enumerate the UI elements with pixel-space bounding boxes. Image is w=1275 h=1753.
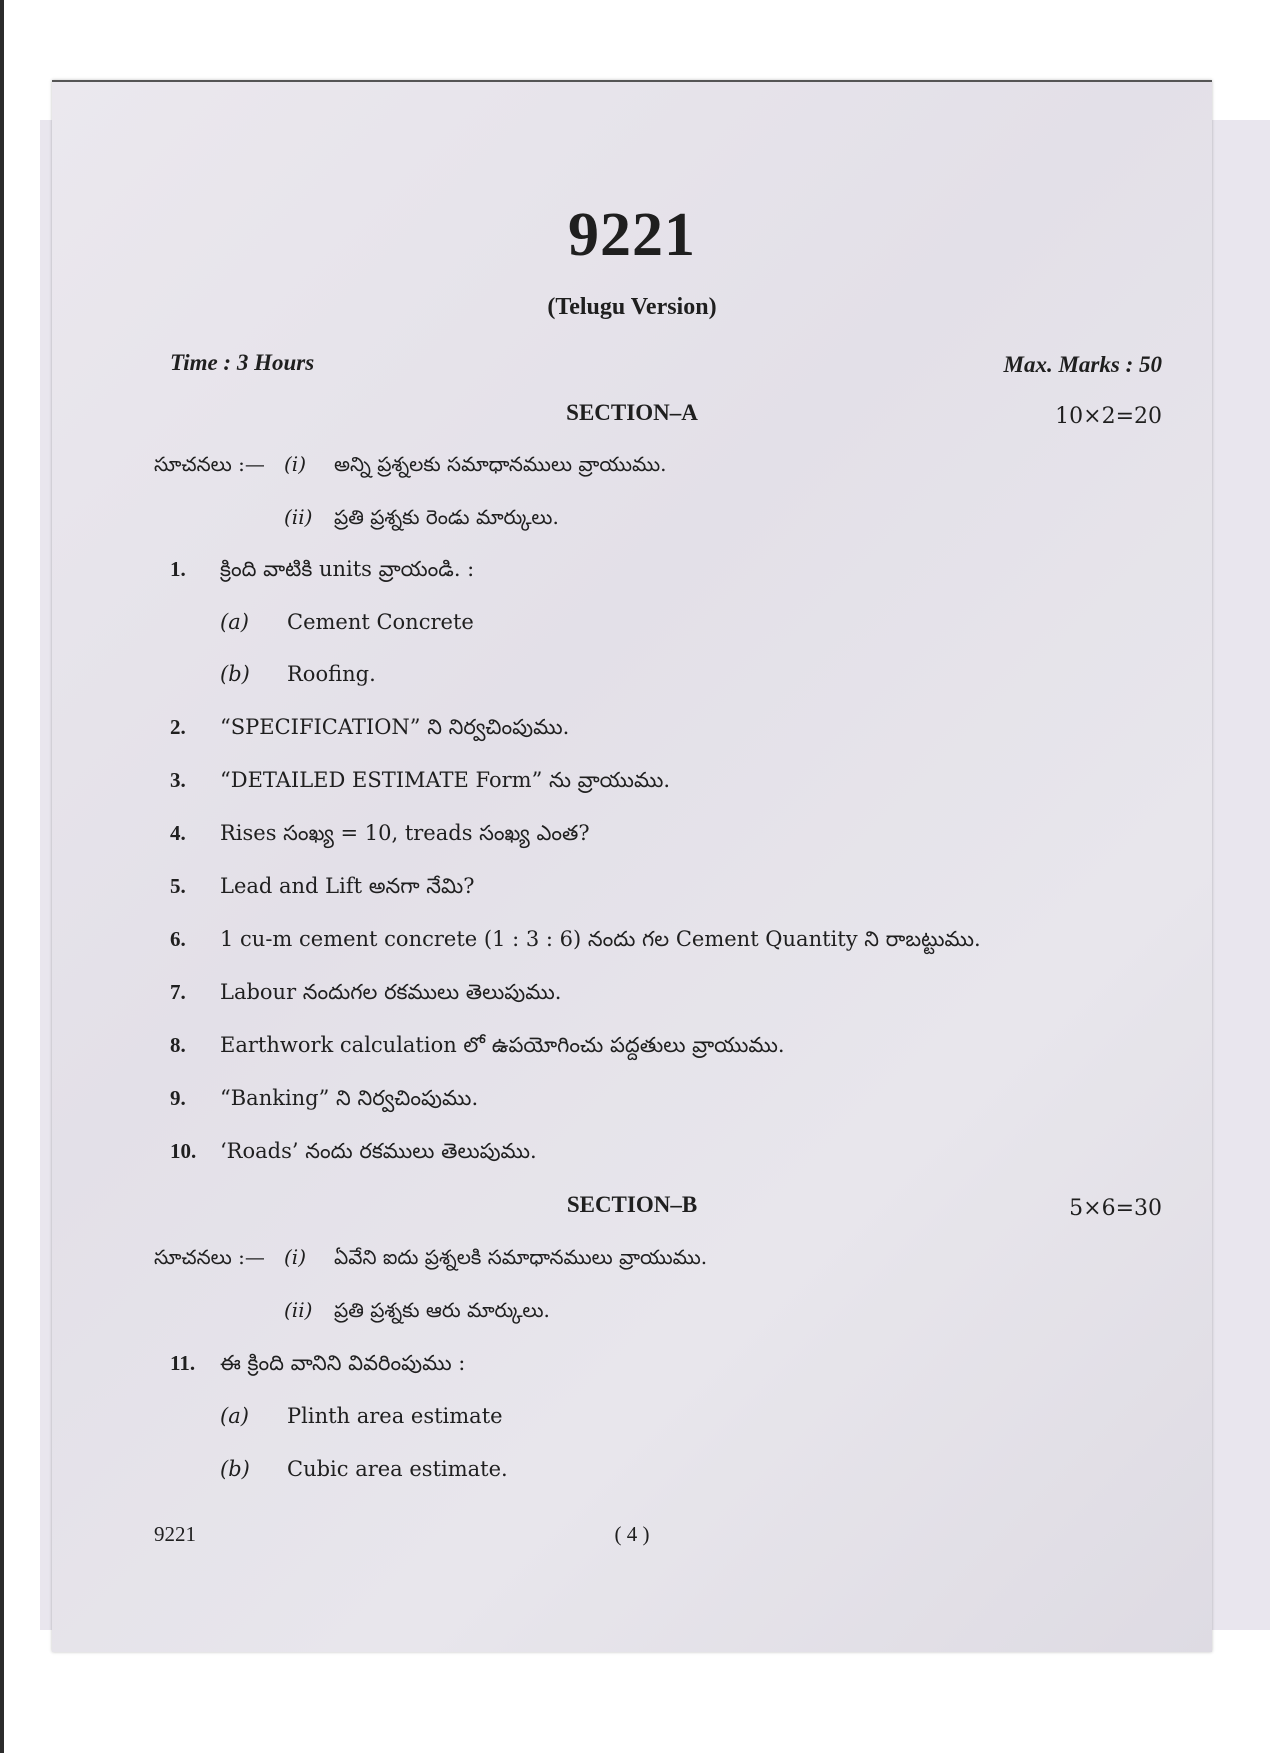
question-number: 1. [170,557,186,581]
subpart-text: Cement Concrete [287,610,474,634]
question-text: “SPECIFICATION” ని నిర్వచింపుము. [220,715,570,739]
footer-paper-code: 9221 [154,1522,196,1546]
instruction-text: ప్రతి ప్రశ్నకు ఆరు మార్కులు. [334,1298,550,1322]
instruction-text: అన్ని ప్రశ్నలకు సమాధానములు వ్రాయుము. [334,452,667,476]
question-text: ‘Roads’ నందు రకములు తెలుపుము. [220,1139,537,1163]
instruction-text: ఏవేని ఐదు ప్రశ్నలకి సమాధానములు వ్రాయుము. [334,1245,708,1269]
instruction-number: (i) [284,452,307,476]
question-number: 6. [170,927,186,951]
instruction-label: సూచనలు :— [154,1245,265,1269]
question-text: క్రింది వాటికి units వ్రాయండి. : [220,557,475,581]
section-a-title: SECTION–A [566,400,698,425]
question-number: 3. [170,768,186,792]
question-text: Labour నందుగల రకములు తెలుపుము. [220,980,562,1004]
instruction-text: ప్రతి ప్రశ్నకు రెండు మార్కులు. [334,505,559,529]
exam-paper [52,80,1212,1652]
page-number: ( 4 ) [614,1522,650,1546]
question-number: 8. [170,1033,186,1057]
subpart-label: (b) [220,1457,250,1481]
instruction-number: (ii) [284,505,313,529]
question-text: Earthwork calculation లో ఉపయోగించు పద్దతులు వ్రాయుము. [220,1033,785,1057]
question-text: “Banking” ని నిర్వచింపుము. [220,1086,479,1110]
subpart-label: (b) [220,662,250,686]
section-b-marks: 5×6=30 [1069,1196,1162,1221]
question-number: 11. [170,1351,196,1375]
question-text: ఈ క్రింది వానిని వివరింపుము : [220,1351,466,1375]
question-text: Rises సంఖ్య = 10, treads సంఖ్య ఎంత? [220,821,590,845]
question-number: 7. [170,980,186,1004]
question-text: Lead and Lift అనగా నేమి? [220,874,475,898]
subpart-text: Cubic area estimate. [287,1457,508,1481]
subpart-label: (a) [220,610,249,634]
question-number: 4. [170,821,186,845]
question-text: 1 cu-m cement concrete (1 : 3 : 6) నందు గల Cement Quantity ని రాబట్టుము. [220,927,981,951]
exam-duration: Time : 3 Hours [170,350,315,375]
paper-version: (Telugu Version) [547,294,717,320]
page-content [52,82,1212,1652]
section-a-marks: 10×2=20 [1055,404,1162,429]
section-b-title: SECTION–B [566,1192,698,1217]
instruction-label: సూచనలు :— [154,452,265,476]
question-number: 2. [170,715,186,739]
question-number: 10. [170,1139,197,1163]
subpart-text: Plinth area estimate [287,1404,503,1428]
max-marks: Max. Marks : 50 [1003,352,1162,377]
instruction-number: (i) [284,1245,307,1269]
question-number: 9. [170,1086,186,1110]
question-text: “DETAILED ESTIMATE Form” ను వ్రాయుము. [220,768,671,792]
subpart-label: (a) [220,1404,249,1428]
subpart-text: Roofing. [287,662,376,686]
instruction-number: (ii) [284,1298,313,1322]
paper-code: 9221 [568,201,696,269]
scan-edge [0,0,4,1753]
question-number: 5. [170,874,186,898]
